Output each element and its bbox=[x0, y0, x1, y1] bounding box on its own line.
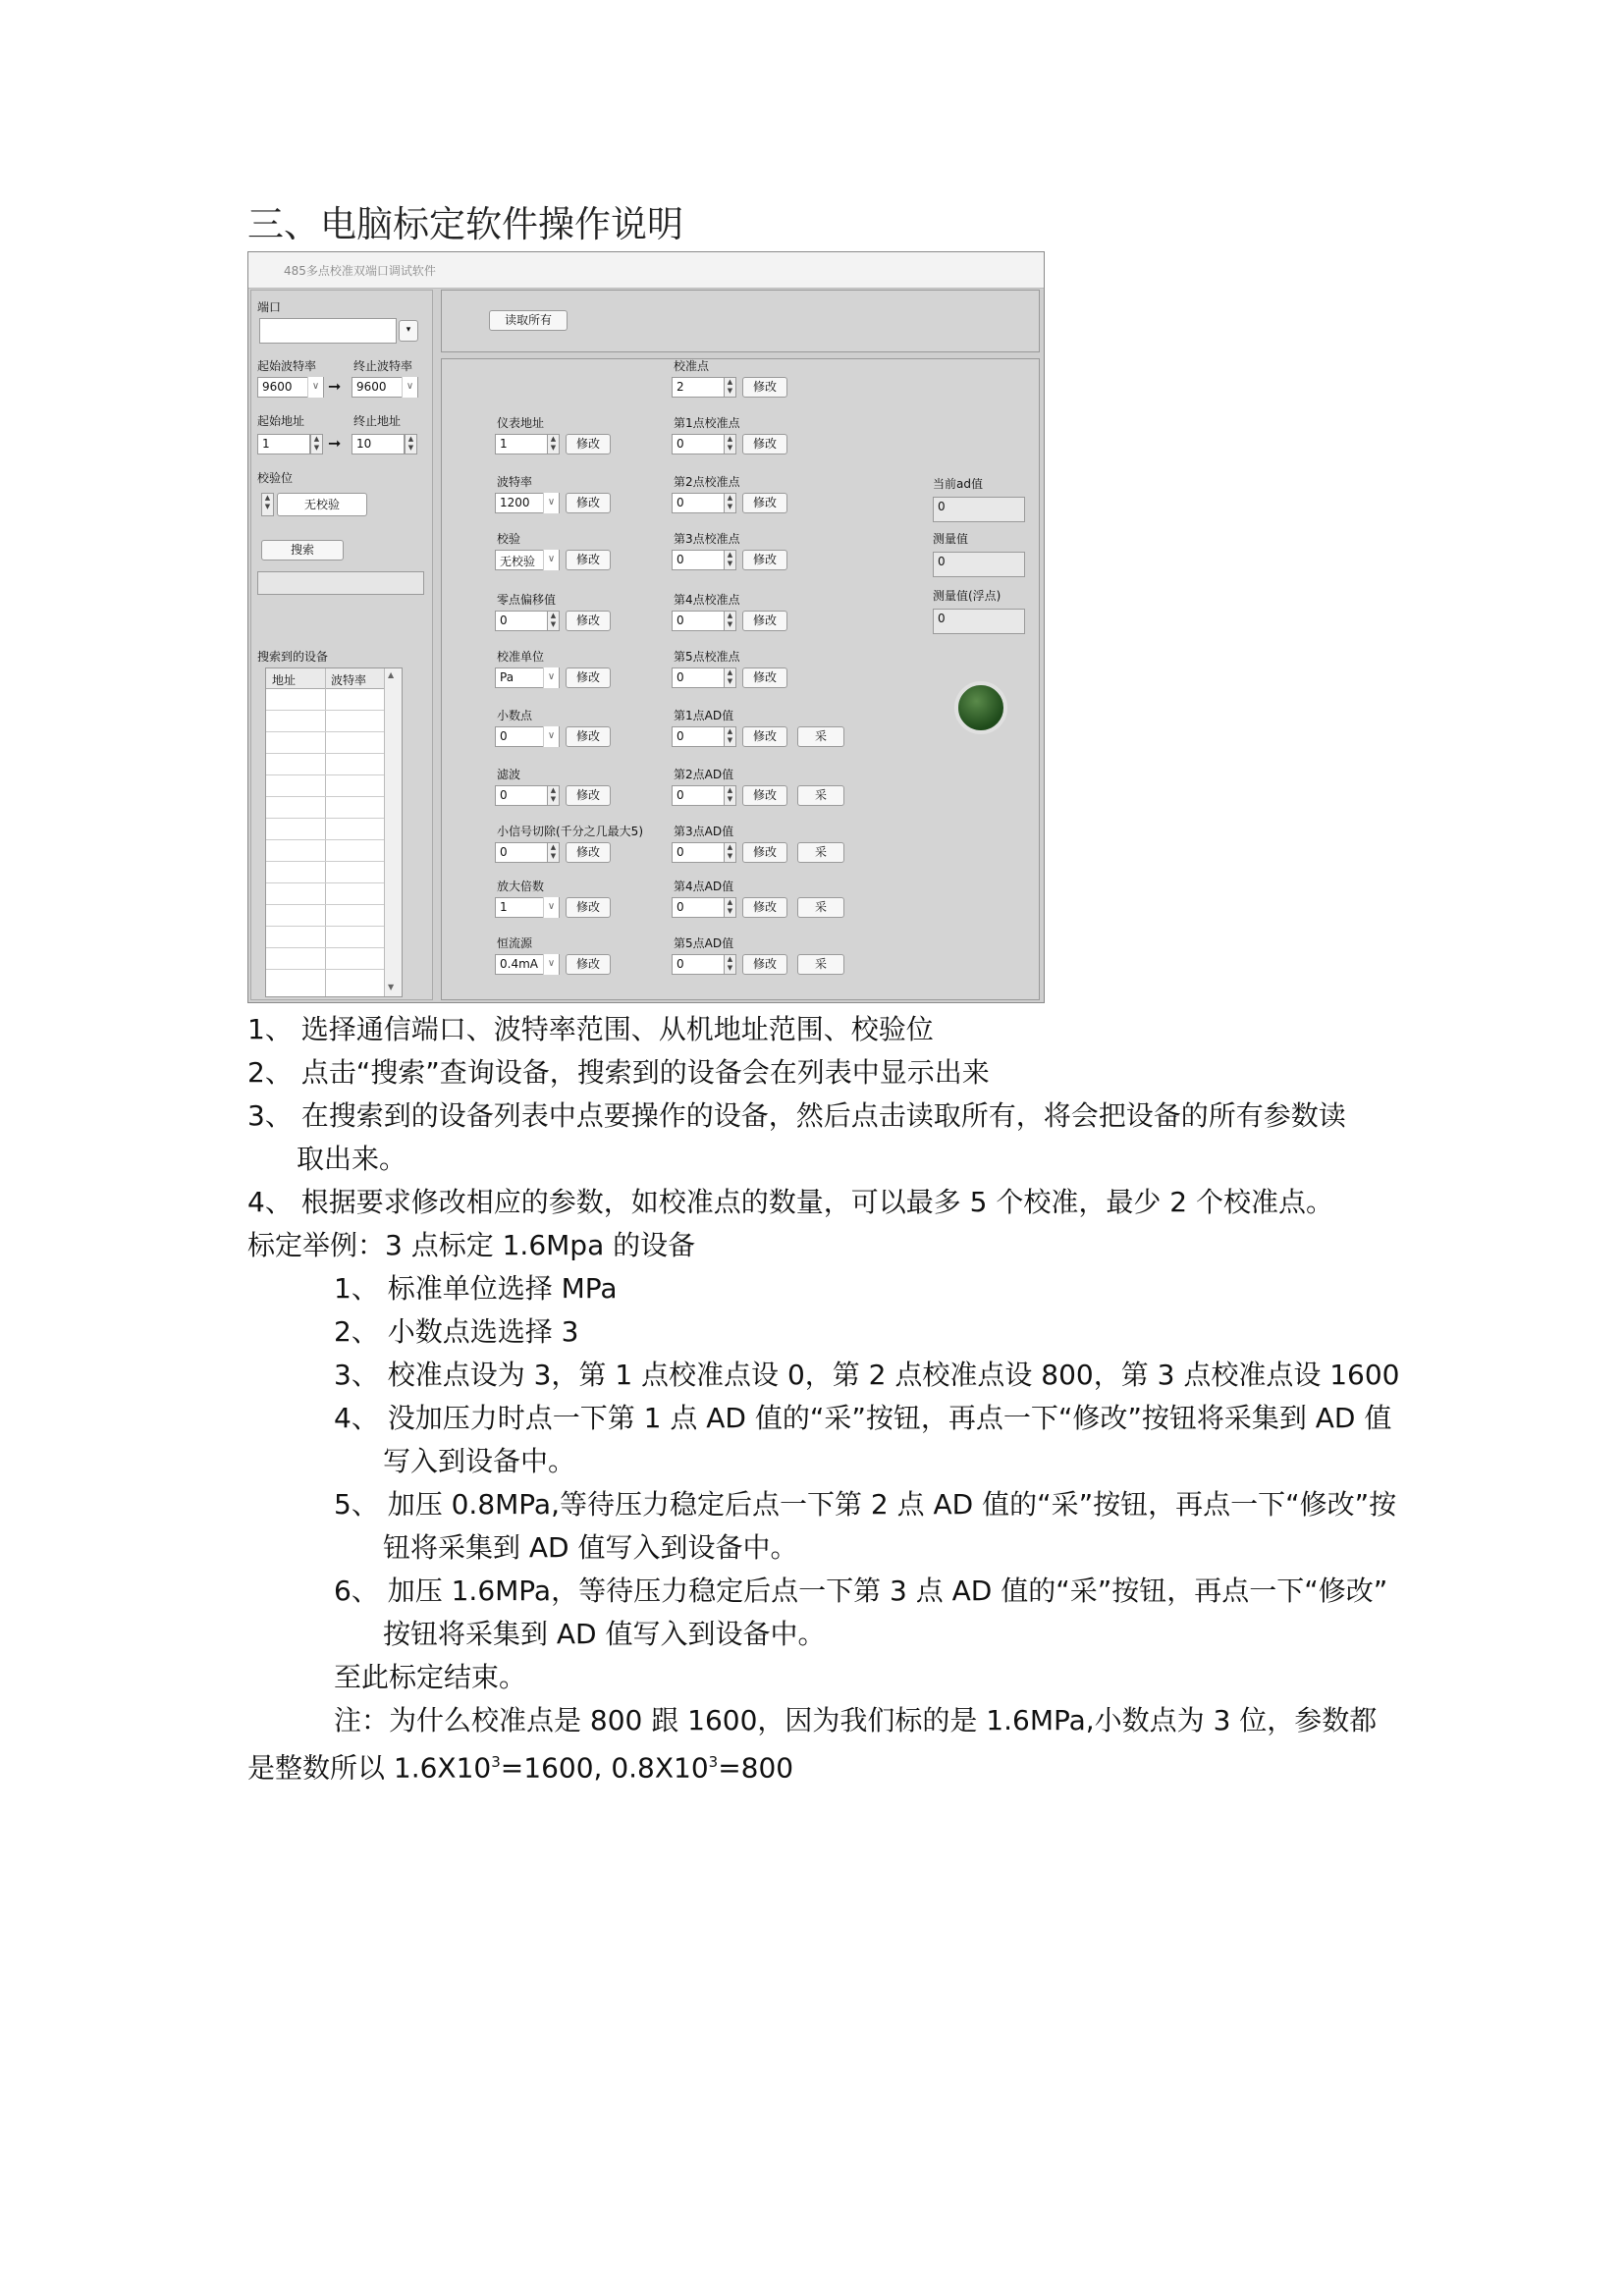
param-input[interactable]: 无校验 bbox=[495, 550, 560, 570]
parameter-panel bbox=[441, 358, 1040, 1000]
readout-value: 0 bbox=[933, 552, 1025, 577]
param-label: 恒流源 bbox=[497, 936, 533, 950]
spinner-icon[interactable]: ▲ ▼ bbox=[724, 667, 736, 688]
calibration-input[interactable]: 0 bbox=[672, 897, 736, 918]
chevron-down-icon[interactable]: ∨ bbox=[307, 377, 323, 398]
calibration-label: 第2点AD值 bbox=[674, 768, 734, 781]
calibration-input[interactable]: 0 bbox=[672, 667, 736, 688]
modify-button[interactable]: 修改 bbox=[566, 667, 611, 688]
parity-select[interactable]: 无校验 bbox=[277, 493, 367, 516]
param-input[interactable]: 0 bbox=[495, 842, 560, 863]
readout-label: 测量值 bbox=[933, 532, 969, 546]
end-baud-label: 终止波特率 bbox=[353, 359, 413, 373]
spinner-icon[interactable]: ▲ ▼ bbox=[310, 434, 323, 454]
param-input[interactable]: 1 bbox=[495, 897, 560, 918]
found-devices-label: 搜索到的设备 bbox=[257, 650, 329, 664]
modify-button[interactable]: 修改 bbox=[742, 785, 787, 806]
param-input[interactable]: 0.4mA bbox=[495, 954, 560, 975]
start-baud-select[interactable]: 9600 bbox=[257, 377, 324, 398]
spinner-icon[interactable]: ▲ ▼ bbox=[724, 611, 736, 631]
modify-button[interactable]: 修改 bbox=[742, 954, 787, 975]
spinner-icon[interactable]: ▲ ▼ bbox=[724, 954, 736, 975]
end-addr-input[interactable]: 10 bbox=[352, 434, 405, 454]
formula-prefix: 是整数所以 1.6X10 bbox=[247, 1751, 492, 1785]
table-scrollbar[interactable] bbox=[384, 668, 403, 996]
calibration-label: 第3点AD值 bbox=[674, 825, 734, 838]
param-label: 放大倍数 bbox=[497, 880, 545, 893]
instruction-line: 2、 小数点选选择 3 bbox=[334, 1315, 579, 1348]
table-header-baud: 波特率 bbox=[331, 673, 367, 687]
arrow-right-icon: ➞ bbox=[328, 377, 342, 396]
spinner-icon[interactable]: ▲ ▼ bbox=[547, 842, 560, 863]
calibration-label: 第1点AD值 bbox=[674, 709, 734, 722]
table-header-address: 地址 bbox=[272, 673, 297, 687]
spinner-icon[interactable]: ▲ ▼ bbox=[724, 785, 736, 806]
port-label: 端口 bbox=[257, 300, 282, 314]
arrow-right-icon: ➞ bbox=[328, 434, 342, 453]
param-label: 滤波 bbox=[497, 768, 521, 781]
spinner-icon[interactable]: ▲ ▼ bbox=[724, 550, 736, 570]
start-baud-label: 起始波特率 bbox=[257, 359, 317, 373]
spinner-icon[interactable]: ▲ ▼ bbox=[547, 434, 560, 454]
calibration-input[interactable]: 0 bbox=[672, 954, 736, 975]
param-label: 波特率 bbox=[497, 475, 533, 489]
end-addr-label: 终止地址 bbox=[353, 414, 402, 428]
start-addr-input[interactable]: 1 bbox=[257, 434, 310, 454]
modify-button[interactable]: 修改 bbox=[742, 897, 787, 918]
calibration-input[interactable]: 0 bbox=[672, 611, 736, 631]
read-all-button[interactable]: 读取所有 bbox=[489, 310, 568, 331]
instruction-line: 3、 校准点设为 3，第 1 点校准点设 0，第 2 点校准点设 800，第 3 点校准点设 1600 bbox=[334, 1359, 1400, 1391]
param-label: 小数点 bbox=[497, 709, 533, 722]
spinner-icon[interactable]: ▲ ▼ bbox=[724, 493, 736, 513]
chevron-down-icon[interactable]: ∨ bbox=[543, 667, 559, 688]
spinner-icon[interactable]: ▲ ▼ bbox=[724, 377, 736, 398]
calibration-input[interactable]: 0 bbox=[672, 726, 736, 747]
calibration-input[interactable]: 0 bbox=[672, 842, 736, 863]
formula-exp-1: 3 bbox=[491, 1753, 501, 1771]
param-label: 小信号切除(千分之几最大5) bbox=[497, 825, 643, 838]
start-addr-label: 起始地址 bbox=[257, 414, 305, 428]
scroll-down-icon[interactable]: ▼ bbox=[388, 983, 395, 991]
instruction-line: 按钮将采集到 AD 值写入到设备中。 bbox=[383, 1618, 826, 1650]
chevron-down-icon[interactable]: ∨ bbox=[402, 377, 417, 398]
calibration-label: 第2点校准点 bbox=[674, 475, 740, 489]
chevron-down-icon[interactable]: ∨ bbox=[543, 493, 559, 513]
calibration-input[interactable]: 0 bbox=[672, 785, 736, 806]
calibration-label: 第4点AD值 bbox=[674, 880, 734, 893]
collect-button[interactable]: 采 bbox=[797, 726, 844, 747]
collect-button[interactable]: 采 bbox=[797, 842, 844, 863]
instruction-line: 2、 点击“搜索”查询设备，搜索到的设备会在列表中显示出来 bbox=[247, 1056, 990, 1089]
chevron-down-icon[interactable]: ∨ bbox=[543, 954, 559, 975]
modify-button[interactable]: 修改 bbox=[742, 726, 787, 747]
spinner-icon[interactable]: ▲ ▼ bbox=[261, 493, 274, 516]
modify-button[interactable]: 修改 bbox=[566, 842, 611, 863]
read-panel bbox=[441, 290, 1040, 352]
calibration-label: 第3点校准点 bbox=[674, 532, 740, 546]
readout-label: 当前ad值 bbox=[933, 477, 983, 491]
instruction-line: 6、 加压 1.6MPa，等待压力稳定后点一下第 3 点 AD 值的“采”按钮，再点一下“修改” bbox=[334, 1575, 1388, 1607]
spinner-icon[interactable]: ▲ ▼ bbox=[724, 842, 736, 863]
calibration-label: 第5点校准点 bbox=[674, 650, 740, 664]
calibration-label: 第1点校准点 bbox=[674, 416, 740, 430]
instruction-line: 1、 选择通信端口、波特率范围、从机地址范围、校验位 bbox=[247, 1013, 934, 1045]
modify-button[interactable]: 修改 bbox=[566, 897, 611, 918]
calibration-input[interactable]: 0 bbox=[672, 493, 736, 513]
param-input[interactable]: 0 bbox=[495, 726, 560, 747]
instruction-line: 1、 标准单位选择 MPa bbox=[334, 1272, 618, 1305]
instruction-line: 标定举例：3 点标定 1.6Mpa 的设备 bbox=[247, 1229, 696, 1261]
port-dropdown-button[interactable]: ▾ bbox=[399, 320, 418, 342]
window-title: 485多点校准双端口调试软件 bbox=[284, 264, 436, 278]
collect-button[interactable]: 采 bbox=[797, 897, 844, 918]
param-label: 零点偏移值 bbox=[497, 593, 557, 607]
spinner-icon[interactable]: ▲ ▼ bbox=[405, 434, 417, 454]
readout-label: 测量值(浮点) bbox=[933, 589, 1001, 603]
status-led bbox=[954, 681, 1007, 734]
calibration-input[interactable]: 0 bbox=[672, 550, 736, 570]
modify-button[interactable]: 修改 bbox=[742, 611, 787, 631]
formula-exp-2: 3 bbox=[708, 1753, 719, 1771]
param-input[interactable]: 0 bbox=[495, 785, 560, 806]
modify-button[interactable]: 修改 bbox=[566, 954, 611, 975]
calibration-label: 第4点校准点 bbox=[674, 593, 740, 607]
window-titlebar bbox=[248, 252, 1044, 289]
calibration-label: 校准点 bbox=[674, 359, 710, 373]
formula-suffix: =800 bbox=[718, 1751, 794, 1785]
formula-line bbox=[247, 1744, 793, 1786]
modify-button[interactable]: 修改 bbox=[742, 842, 787, 863]
spinner-icon[interactable]: ▲ ▼ bbox=[724, 726, 736, 747]
instruction-line: 注：为什么校准点是 800 跟 1600，因为我们标的是 1.6MPa,小数点为 3 位，参数都 bbox=[334, 1704, 1378, 1736]
modify-button[interactable]: 修改 bbox=[742, 377, 787, 398]
left-panel bbox=[250, 290, 433, 1000]
param-label: 仪表地址 bbox=[497, 416, 545, 430]
modify-button[interactable]: 修改 bbox=[742, 493, 787, 513]
instruction-line: 3、 在搜索到的设备列表中点要操作的设备，然后点击读取所有，将会把设备的所有参数读 bbox=[247, 1099, 1346, 1132]
calibration-input[interactable]: 0 bbox=[672, 434, 736, 454]
section-heading: 三、电脑标定软件操作说明 bbox=[247, 203, 683, 245]
param-input[interactable]: 0 bbox=[495, 611, 560, 631]
calibration-label: 第5点AD值 bbox=[674, 936, 734, 950]
port-select[interactable] bbox=[259, 318, 397, 344]
instruction-line: 写入到设备中。 bbox=[383, 1445, 576, 1477]
spinner-icon[interactable]: ▲ ▼ bbox=[547, 611, 560, 631]
chevron-down-icon[interactable]: ∨ bbox=[543, 897, 559, 918]
param-label: 校准单位 bbox=[497, 650, 545, 664]
modify-button[interactable]: 修改 bbox=[742, 667, 787, 688]
modify-button[interactable]: 修改 bbox=[566, 726, 611, 747]
software-window bbox=[247, 251, 1045, 1003]
scroll-up-icon[interactable]: ▲ bbox=[388, 670, 395, 679]
parity-label: 校验位 bbox=[257, 471, 294, 485]
instruction-line: 取出来。 bbox=[297, 1143, 407, 1175]
calibration-input[interactable]: 2 bbox=[672, 377, 736, 398]
param-input[interactable]: 1 bbox=[495, 434, 560, 454]
spinner-icon[interactable]: ▲ ▼ bbox=[724, 897, 736, 918]
instruction-line: 钮将采集到 AD 值写入到设备中。 bbox=[383, 1531, 798, 1564]
param-input[interactable]: Pa bbox=[495, 667, 560, 688]
spinner-icon[interactable]: ▲ ▼ bbox=[724, 434, 736, 454]
modify-button[interactable]: 修改 bbox=[566, 550, 611, 570]
readout-value: 0 bbox=[933, 609, 1025, 634]
chevron-down-icon[interactable]: ∨ bbox=[543, 550, 559, 570]
search-progress-bar bbox=[257, 571, 424, 595]
end-baud-select[interactable]: 9600 bbox=[352, 377, 418, 398]
instruction-line: 至此标定结束。 bbox=[334, 1661, 527, 1693]
spinner-icon[interactable]: ▲ ▼ bbox=[547, 785, 560, 806]
instruction-line: 5、 加压 0.8MPa,等待压力稳定后点一下第 2 点 AD 值的“采”按钮，再点一下“修改”按 bbox=[334, 1488, 1397, 1521]
found-devices-table[interactable] bbox=[265, 667, 403, 997]
modify-button[interactable]: 修改 bbox=[566, 493, 611, 513]
instruction-line: 4、 没加压力时点一下第 1 点 AD 值的“采”按钮，再点一下“修改”按钮将采集到 AD 值 bbox=[334, 1402, 1392, 1434]
formula-mid: =1600, 0.8X10 bbox=[500, 1751, 709, 1785]
param-input[interactable]: 1200 bbox=[495, 493, 560, 513]
modify-button[interactable]: 修改 bbox=[566, 785, 611, 806]
modify-button[interactable]: 修改 bbox=[742, 434, 787, 454]
modify-button[interactable]: 修改 bbox=[742, 550, 787, 570]
search-button[interactable]: 搜索 bbox=[261, 540, 344, 561]
readout-value: 0 bbox=[933, 497, 1025, 522]
instruction-line: 4、 根据要求修改相应的参数，如校准点的数量，可以最多 5 个校准，最少 2 个校准点。 bbox=[247, 1186, 1333, 1218]
modify-button[interactable]: 修改 bbox=[566, 434, 611, 454]
modify-button[interactable]: 修改 bbox=[566, 611, 611, 631]
collect-button[interactable]: 采 bbox=[797, 954, 844, 975]
param-label: 校验 bbox=[497, 532, 521, 546]
chevron-down-icon[interactable]: ∨ bbox=[543, 726, 559, 747]
collect-button[interactable]: 采 bbox=[797, 785, 844, 806]
